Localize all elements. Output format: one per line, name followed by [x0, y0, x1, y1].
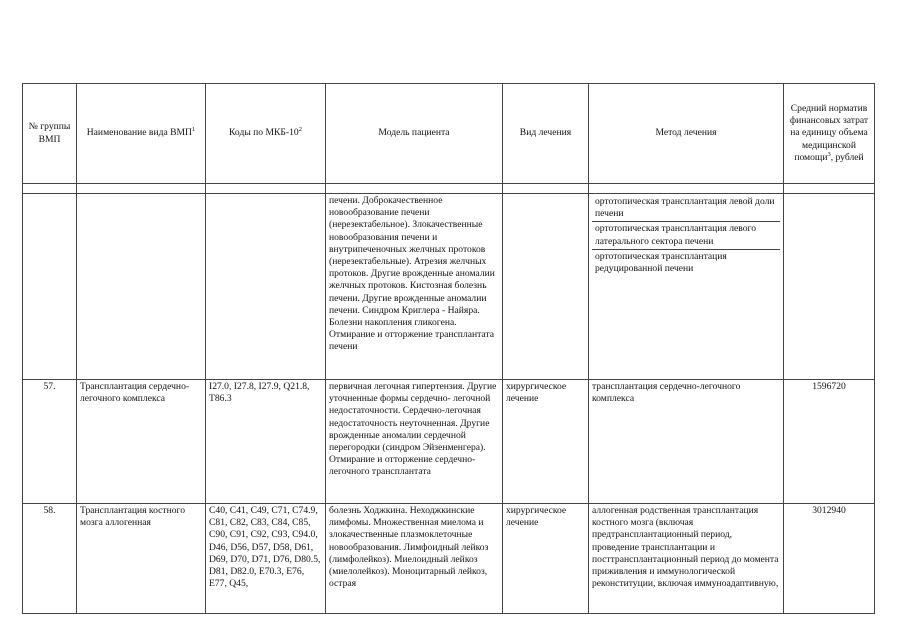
method-item: ортотопическая трансплантация левого латерального сектора печени: [592, 222, 780, 249]
row-patient-model: печени. Доброкачественное новообразование печени (нерезектабельное). Злокачественные новообразования печени и внутрипеченочных желчных протоков (нерезектабельные). Атрезия желчных протоков. Другие врожденные аномалии желчных протоков. Кистозная болезнь печени. Другие врожденные аномалии печени. Синдром Криглера - Найяра. Болезни накопления гликогена. Отмирание и отторжение трансплантата печени: [326, 194, 503, 380]
row-vmp-name: [77, 194, 206, 380]
method-item: ортотопическая трансплантация левой доли печени: [592, 195, 780, 222]
header-vmp-name: Наименование вида ВМП$^1$: [77, 84, 206, 184]
row-vmp-name: Трансплантация костного мозга аллогенная: [77, 504, 206, 614]
row-average-cost: 1596720: [784, 380, 875, 504]
row-group-number: [23, 194, 77, 380]
column-number-row: [23, 184, 875, 194]
row-treatment-type: хирургическое лечение: [503, 504, 589, 614]
row-icd-codes: I27.0, I27.8, I27.9, Q21.8, T86.3: [206, 380, 326, 504]
header-group-number: № группы ВМП: [23, 84, 77, 184]
row-treatment-type: хирургическое лечение: [503, 380, 589, 504]
row-icd-codes: [206, 194, 326, 380]
row-treatment-methods: [589, 194, 784, 380]
row-treatment-method: трансплантация сердечно-легочного комплекса: [589, 380, 784, 504]
row-group-number: 57.: [23, 380, 77, 504]
row-average-cost: 3012940: [784, 504, 875, 614]
row-average-cost: [784, 194, 875, 380]
header-treatment-type: Вид лечения: [503, 84, 589, 184]
header-patient-model: Модель пациента: [326, 84, 503, 184]
row-patient-model: первичная легочная гипертензия. Другие уточненные формы сердечно- легочной недостаточности. Сердечно-легочная недостаточность неуточненная. Другие врожденные аномалии сердечной перегородки (синдром Эйзенменгера). Отмирание и отторжение сердечно-легочного трансплантата: [326, 380, 503, 504]
row-patient-model: болезнь Ходжкина. Неходжкинские лимфомы. Множественная миелома и злокачественные плазмоклеточные новообразования. Лимфоидный лейкоз (лимфолейкоз). Миелоидный лейкоз (миелолейкоз). Моноцитарный лейкоз, острая: [326, 504, 503, 614]
table-row: [23, 380, 875, 504]
method-item: ортотопическая трансплантация редуцированной печени: [595, 250, 727, 275]
row-treatment-method: аллогенная родственная трансплантация костного мозга (включая предтрансплантационный период, проведение трансплантации и посттрансплантационный период до момента приживления и иммунологической реконституции, включая иммуноадаптивную,: [589, 504, 784, 614]
vmp-table: [22, 83, 875, 614]
table-row: [23, 194, 875, 380]
row-group-number: 58.: [23, 504, 77, 614]
table-row: [23, 504, 875, 614]
row-vmp-name: Трансплантация сердечно-легочного комплекса: [77, 380, 206, 504]
row-treatment-type: [503, 194, 589, 380]
header-treatment-method: Метод лечения: [589, 84, 784, 184]
row-icd-codes: C40, C41, C49, C71, C74.9, C81, C82, C83, C84, C85, C90, C91, C92, C93, C94.0, D46, D56, D57, D58, D61, D69, D70, D71, D76, D80.5, D81, D82.0, E70.3, E76, E77, Q45,: [206, 504, 326, 614]
header-icd-codes: Коды по МКБ-$10^2$: [206, 84, 326, 184]
header-average-cost: Средний норматив финансовых затрат на единицу объема медицинской помощи$^3$, рублей: [784, 84, 875, 184]
header-row: [23, 84, 875, 184]
